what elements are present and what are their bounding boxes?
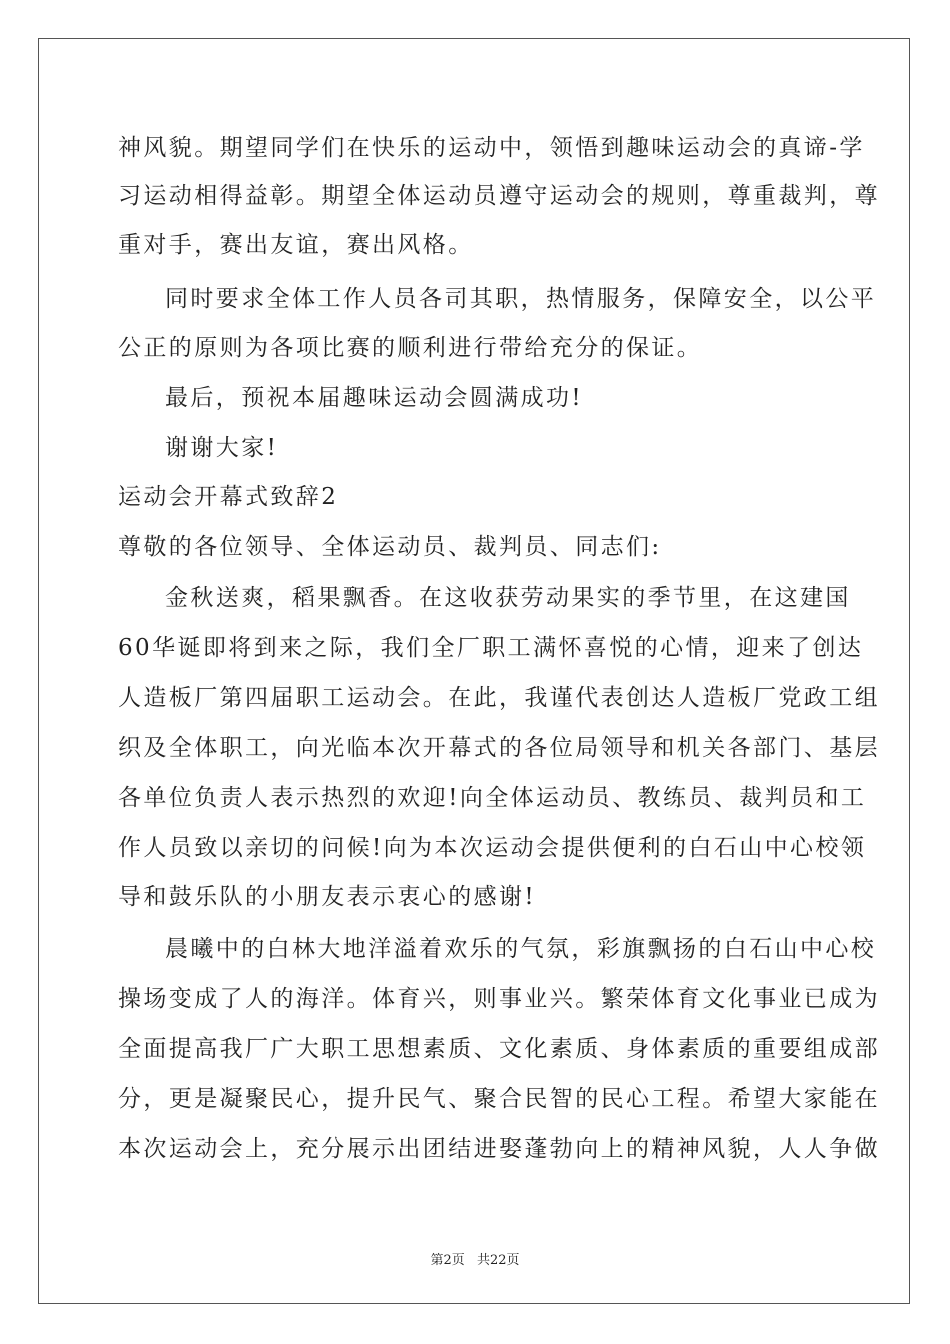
- text-line: 操场变成了人的海洋。体育兴，则事业兴。繁荣体育文化事业已成为: [118, 986, 880, 1012]
- text-line: 本次运动会上，充分展示出团结进娶蓬勃向上的精神风貌，人人争做: [118, 1136, 880, 1162]
- text-line: 60华诞即将到来之际，我们全厂职工满怀喜悦的心情，迎来了创达: [118, 635, 864, 661]
- text-line: 作人员致以亲切的问候!向为本次运动会提供便利的白石山中心校领: [118, 835, 867, 861]
- text-line: 最后，预祝本届趣味运动会圆满成功!: [165, 385, 584, 411]
- section-title: 运动会开幕式致辞2: [118, 484, 339, 510]
- text-line: 同时要求全体工作人员各司其职，热情服务，保障安全，以公平: [165, 286, 877, 312]
- text-line: 重对手，赛出友谊，赛出风格。: [118, 232, 474, 258]
- text-line: 谢谢大家!: [165, 435, 279, 461]
- page-footer: [0, 1249, 950, 1268]
- page-total: 共22页: [476, 1253, 520, 1268]
- salutation: 尊敬的各位领导、全体运动员、裁判员、同志们:: [118, 534, 662, 560]
- text-line: 人造板厂第四届职工运动会。在此，我谨代表创达人造板厂党政工组: [118, 685, 880, 711]
- text-line: 各单位负责人表示热烈的欢迎!向全体运动员、教练员、裁判员和工: [118, 785, 867, 811]
- text-line: 习运动相得益彰。期望全体运动员遵守运动会的规则，尊重裁判，尊: [118, 183, 880, 209]
- text-line: 全面提高我厂广大职工思想素质、文化素质、身体素质的重要组成部: [118, 1036, 880, 1062]
- text-line: 晨曦中的白林大地洋溢着欢乐的气氛，彩旗飘扬的白石山中心校: [165, 936, 877, 962]
- page-number: 第2页: [430, 1253, 465, 1268]
- text-line: 导和鼓乐队的小朋友表示衷心的感谢!: [118, 884, 537, 910]
- text-line: 分，更是凝聚民心，提升民气、聚合民智的民心工程。希望大家能在: [118, 1086, 880, 1112]
- text-line: 公正的原则为各项比赛的顺利进行带给充分的保证。: [118, 335, 703, 361]
- text-line: 金秋送爽，稻果飘香。在这收获劳动果实的季节里，在这建国: [165, 585, 851, 611]
- text-line: 神风貌。期望同学们在快乐的运动中，领悟到趣味运动会的真谛-学: [118, 135, 865, 161]
- page-border: [38, 38, 910, 1304]
- text-line: 织及全体职工，向光临本次开幕式的各位局领导和机关各部门、基层: [118, 735, 880, 761]
